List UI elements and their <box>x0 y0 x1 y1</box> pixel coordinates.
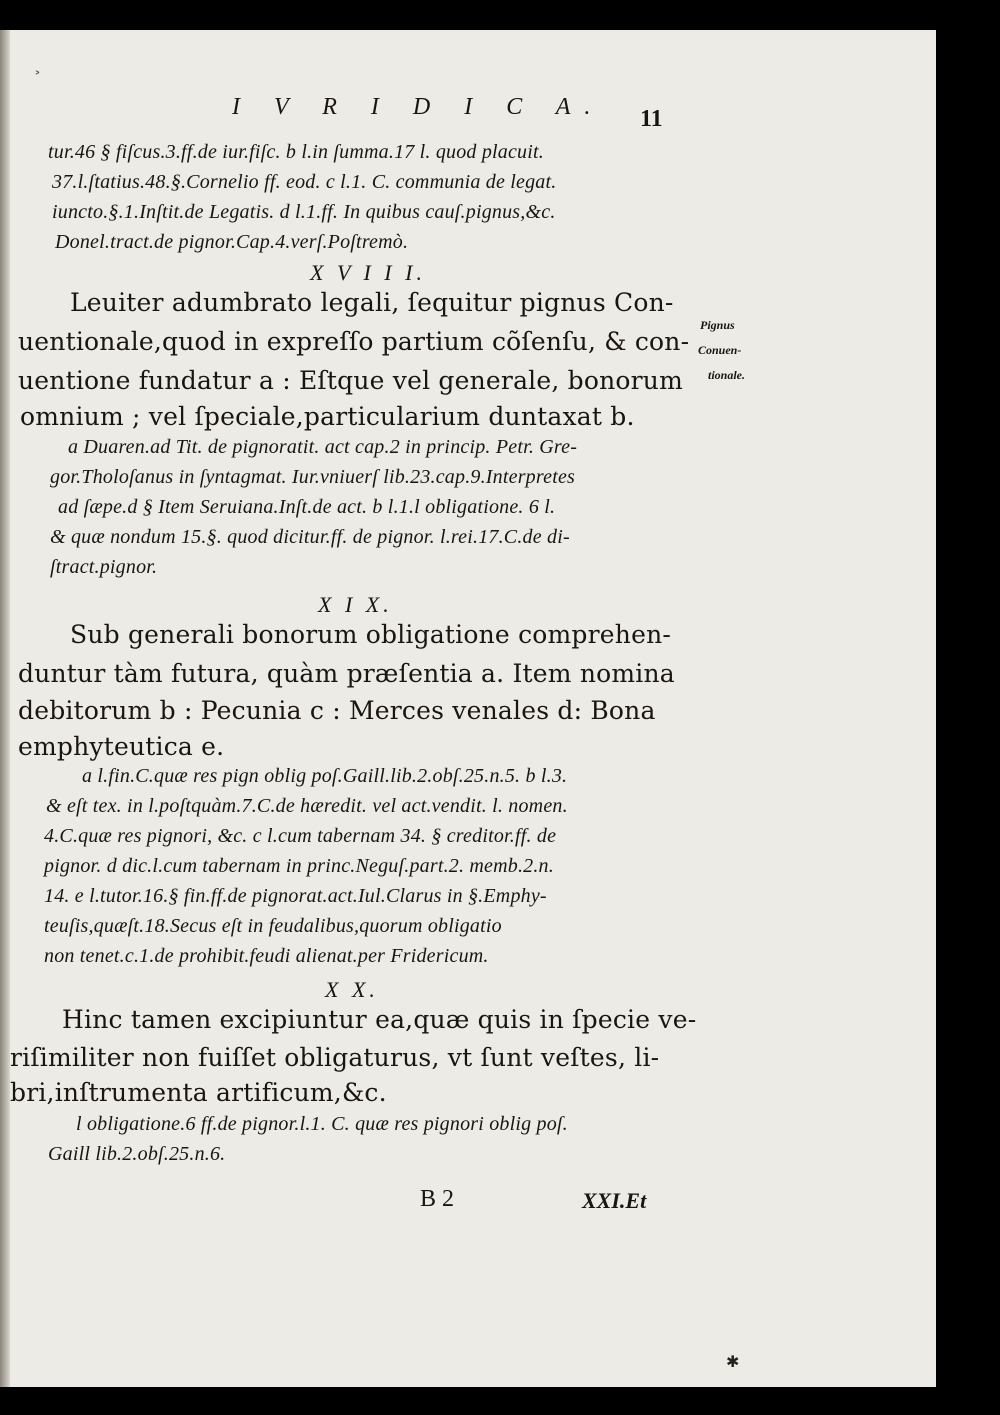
note-line: 14. e l.tutor.16.§ fin.ff.de pignorat.act.Iul.Clarus in §.Emphy- <box>44 885 547 907</box>
section-heading: X V I I I. <box>310 260 426 285</box>
body-line: debitorum b : Pecunia c : Merces venales d: Bona <box>18 696 656 725</box>
note-line: 4.C.quæ res pignori, &c. c l.cum tabernam 34. § creditor.ff. de <box>44 825 557 847</box>
note-line: l obligatione.6 ff.de pignor.l.1. C. quæ res pignori oblig poſ. <box>76 1113 568 1135</box>
body-line: riſimiliter non fuiſſet obligaturus, vt ſunt veſtes, li- <box>10 1043 660 1072</box>
ink-speck: ✱ <box>726 1352 740 1371</box>
body-line: Sub generali bonorum obligatione comprehen- <box>70 620 672 649</box>
catchword: XXI.Et <box>582 1188 647 1213</box>
body-line: omnium ; vel ſpeciale,particularium duntaxat b. <box>20 402 635 431</box>
book-page <box>0 30 936 1387</box>
note-line: Donel.tract.de pignor.Cap.4.verſ.Poſtremò. <box>55 231 409 253</box>
note-line: & quæ nondum 15.§. quod dicitur.ff. de pignor. l.rei.17.C.de di- <box>50 526 570 548</box>
running-head: I V R I D I C A. <box>232 94 605 120</box>
section-heading: X I X. <box>318 592 393 617</box>
note-line: a l.fin.C.quæ res pign oblig poſ.Gaill.lib.2.obſ.25.n.5. b l.3. <box>82 765 568 787</box>
margin-note: tionale. <box>708 368 746 382</box>
binding-edge <box>0 30 10 1387</box>
note-line: ad ſæpe.d § Item Seruiana.Inſt.de act. b l.1.l obligatione. 6 l. <box>58 496 556 518</box>
signature-mark: B 2 <box>420 1186 455 1212</box>
margin-note: Pignus <box>700 318 735 332</box>
note-line: 37.l.ſtatius.48.§.Cornelio ff. eod. c l.1. C. communia de legat. <box>52 171 557 193</box>
note-line: a Duaren.ad Tit. de pignoratit. act cap.2 in princip. Petr. Gre- <box>68 436 578 458</box>
ink-speck: ˃ <box>34 70 41 86</box>
page-number: 11 <box>640 106 663 132</box>
body-line: uentionale,quod in expreſſo partium cõſenſu, & con- <box>18 327 690 356</box>
note-line: iuncto.§.1.Inſtit.de Legatis. d l.1.ff. In quibus cauſ.pignus,&c. <box>52 201 556 223</box>
body-line: duntur tàm futura, quàm præſentia a. Item nomina <box>18 659 675 688</box>
note-line: tur.46 § fiſcus.3.ff.de iur.fiſc. b l.in ſumma.17 l. quod placuit. <box>48 141 544 163</box>
note-line: ſtract.pignor. <box>50 556 158 578</box>
body-line: Hinc tamen excipiuntur ea,quæ quis in ſpecie ve- <box>62 1005 697 1034</box>
note-line: non tenet.c.1.de prohibit.feudi alienat.per Fridericum. <box>44 945 489 967</box>
body-line: uentione fundatur a : Eſtque vel generale, bonorum <box>18 366 684 395</box>
note-line: teuſis,quæſt.18.Secus eſt in feudalibus,quorum obligatio <box>44 915 502 937</box>
section-heading: X X. <box>325 977 379 1002</box>
body-line: emphyteutica e. <box>18 732 225 761</box>
body-line: Leuiter adumbrato legali, ſequitur pignus Con- <box>70 288 674 317</box>
body-line: bri,inſtrumenta artificum,&c. <box>10 1078 387 1107</box>
margin-note: Conuen- <box>698 343 742 357</box>
note-line: Gaill lib.2.obſ.25.n.6. <box>48 1143 226 1165</box>
note-line: pignor. d dic.l.cum tabernam in princ.Neguſ.part.2. memb.2.n. <box>44 855 554 877</box>
note-line: & eſt tex. in l.poſtquàm.7.C.de hæredit. vel act.vendit. l. nomen. <box>46 795 568 817</box>
note-line: gor.Tholoſanus in ſyntagmat. Iur.vniuerſ lib.23.cap.9.Interpretes <box>50 466 576 488</box>
